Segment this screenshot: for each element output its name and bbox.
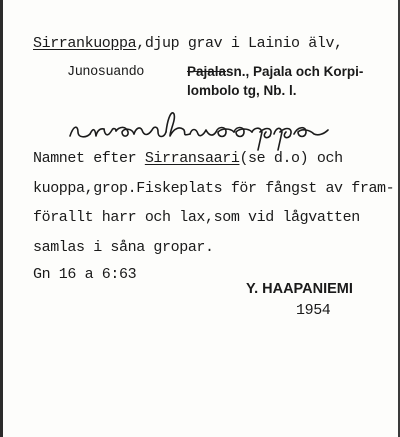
body-line-2: kuoppa,grop.Fiskeplats för fångst av fram- [33, 180, 395, 197]
body-line-3: förallt harr och lax,som vid lågvatten [33, 209, 360, 226]
related-entry-link: Sirransaari [144, 150, 240, 167]
headword-definition: ,djup grav i Lainio älv, [136, 35, 343, 52]
location-line-1 [187, 64, 363, 79]
body-line-4: samlas i såna gropar. [33, 239, 214, 256]
body-line-1 [33, 150, 343, 167]
location-line-2: lombolo tg, Nb. l. [187, 83, 297, 98]
collection-year: 1954 [296, 302, 331, 319]
parish-struck: Pajala [187, 64, 227, 79]
handwritten-headword [66, 104, 346, 154]
body-line-1-post: (se d.o) och [239, 150, 343, 167]
collector-name: Y. HAAPANIEMI [246, 281, 353, 297]
body-line-1-pre: Namnet efter [33, 150, 145, 167]
headword: Sirrankuoppa [33, 35, 137, 52]
location-rest-1: sn., Pajala och Korpi- [226, 64, 364, 79]
card-left-edge [0, 0, 3, 437]
headword-line [33, 35, 343, 52]
archive-reference: Gn 16 a 6:63 [33, 266, 137, 283]
village-name: Junosuando [67, 65, 145, 80]
